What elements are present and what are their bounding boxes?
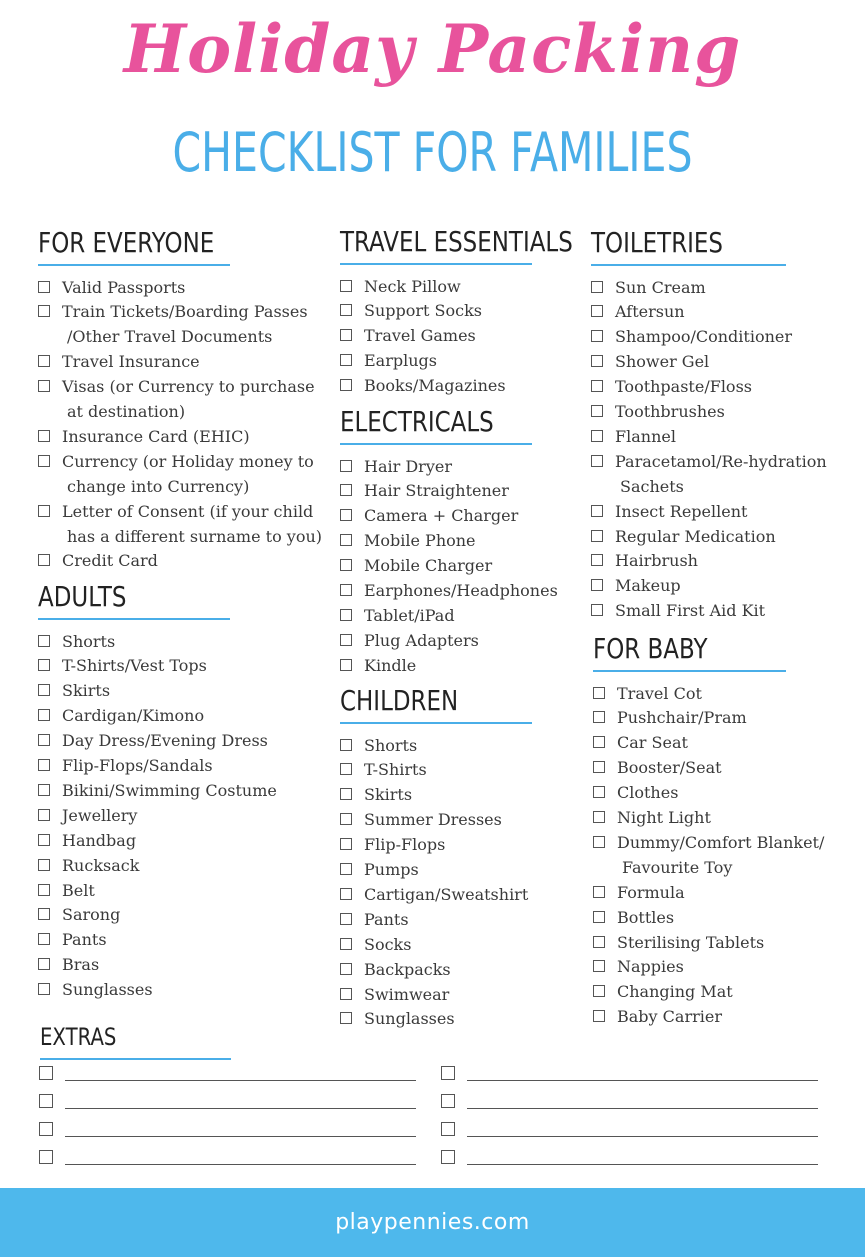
checkbox[interactable] <box>38 834 50 846</box>
item-label: Paracetamol/Re-hydration <box>615 451 827 471</box>
checklist-item <box>340 349 585 374</box>
checkbox[interactable] <box>38 784 50 796</box>
checklist-item <box>38 779 338 804</box>
checkbox[interactable] <box>340 460 352 472</box>
checklist-item <box>38 829 338 854</box>
item-label: Travel Cot <box>617 683 702 703</box>
checklist-item <box>591 599 851 624</box>
checkbox[interactable] <box>38 281 50 293</box>
item-label: Favourite Toy <box>622 857 733 877</box>
checklist-item <box>591 375 851 400</box>
checkbox[interactable] <box>340 788 352 800</box>
checklist-item <box>38 425 338 450</box>
checkbox[interactable] <box>340 838 352 850</box>
checklist-item <box>340 554 585 579</box>
item-label: change into Currency) <box>67 476 250 496</box>
checkbox[interactable] <box>591 530 603 542</box>
checkbox[interactable] <box>38 305 50 317</box>
blank-write-in-line[interactable] <box>65 1136 416 1137</box>
item-label: Aftersun <box>615 302 685 322</box>
checkbox[interactable] <box>340 763 352 775</box>
extras-row <box>39 1148 416 1172</box>
heading-rule <box>340 722 532 724</box>
item-label: Earplugs <box>364 351 437 371</box>
item-label: Toothpaste/Floss <box>615 377 752 397</box>
item-label: Support Socks <box>364 301 483 321</box>
checkbox[interactable] <box>340 634 352 646</box>
checkbox[interactable] <box>38 380 50 392</box>
checklist-item <box>38 903 338 928</box>
item-label: Hair Dryer <box>364 456 452 476</box>
checklist-item <box>340 883 585 908</box>
checklist-item <box>340 783 585 808</box>
item-label: Sunglasses <box>62 980 153 1000</box>
item-label: Handbag <box>62 830 137 850</box>
checkbox[interactable] <box>38 983 50 995</box>
item-label: Camera + Charger <box>364 506 519 526</box>
item-label: Sun Cream <box>615 277 706 297</box>
blank-write-in-line[interactable] <box>467 1164 818 1165</box>
item-label: Travel Insurance <box>62 352 200 372</box>
checkbox[interactable] <box>38 809 50 821</box>
checklist-item <box>340 299 585 324</box>
checkbox[interactable] <box>38 659 50 671</box>
checkbox[interactable] <box>591 505 603 517</box>
section-heading: FOR EVERYONE <box>38 226 215 259</box>
section-extras <box>40 1020 240 1070</box>
checkbox[interactable] <box>38 759 50 771</box>
checkbox[interactable] <box>38 505 50 517</box>
checklist-item <box>593 955 853 980</box>
checklist-item <box>591 450 851 500</box>
checkbox[interactable] <box>591 405 603 417</box>
checkbox[interactable] <box>340 584 352 596</box>
checkbox[interactable] <box>591 455 603 467</box>
checklist-item <box>340 275 585 300</box>
item-label: Car Seat <box>617 733 688 753</box>
heading-rule <box>340 263 532 265</box>
checklist <box>591 276 851 625</box>
item-label: Shorts <box>62 631 116 651</box>
item-label: Jewellery <box>62 805 138 825</box>
checkbox[interactable] <box>340 609 352 621</box>
item-label: Toothbrushes <box>615 402 725 422</box>
item-label: Bikini/Swimming Costume <box>62 780 277 800</box>
checklist-item <box>591 574 851 599</box>
item-label: Pushchair/Pram <box>617 708 747 728</box>
checkbox[interactable] <box>38 355 50 367</box>
checkbox[interactable] <box>593 886 605 898</box>
item-label: Baby Carrier <box>617 1007 722 1027</box>
section-heading: TOILETRIES <box>591 226 724 259</box>
item-label: Tablet/iPad <box>364 605 455 625</box>
checkbox[interactable] <box>441 1122 455 1136</box>
checklist-item <box>591 350 851 375</box>
item-label: Hair Straightener <box>364 481 509 501</box>
checklist <box>38 276 338 575</box>
checklist <box>38 630 338 1004</box>
checklist-item <box>340 983 585 1008</box>
checklist-item <box>593 931 853 956</box>
item-label: Skirts <box>364 785 413 805</box>
checklist-item <box>38 978 338 1003</box>
checkbox[interactable] <box>591 604 603 616</box>
item-label: Pants <box>364 909 409 929</box>
checkbox[interactable] <box>593 761 605 773</box>
checklist-item <box>591 300 851 325</box>
checkbox[interactable] <box>441 1066 455 1080</box>
item-label: Train Tickets/Boarding Passes <box>62 302 308 322</box>
checklist-item <box>591 500 851 525</box>
checklist-item <box>340 833 585 858</box>
item-label: Rucksack <box>62 855 140 875</box>
checkbox[interactable] <box>38 709 50 721</box>
section-heading: ADULTS <box>38 580 127 613</box>
checkbox[interactable] <box>38 455 50 467</box>
item-label: Hairbrush <box>615 551 698 571</box>
checklist <box>593 682 853 1031</box>
item-label: Formula <box>617 882 685 902</box>
extras-row <box>39 1120 416 1144</box>
section-heading: TRAVEL ESSENTIALS <box>340 225 573 258</box>
checklist-item <box>340 604 585 629</box>
item-label: Pants <box>62 930 107 950</box>
section-heading: FOR BABY <box>593 632 708 665</box>
checkbox[interactable] <box>593 811 605 823</box>
checkbox[interactable] <box>591 305 603 317</box>
checkbox[interactable] <box>340 739 352 751</box>
checklist-item <box>591 525 851 550</box>
checkbox[interactable] <box>340 559 352 571</box>
checklist-item <box>38 549 338 574</box>
checklist-item <box>593 881 853 906</box>
checkbox[interactable] <box>340 659 352 671</box>
item-label: Cardigan/Kimono <box>62 706 205 726</box>
checkbox[interactable] <box>340 813 352 825</box>
checklist-item <box>593 781 853 806</box>
item-label: Changing Mat <box>617 982 733 1002</box>
item-label: Summer Dresses <box>364 810 502 830</box>
blank-write-in-line[interactable] <box>467 1136 818 1137</box>
extras-row <box>39 1064 416 1088</box>
checklist-item <box>340 734 585 759</box>
item-label: Kindle <box>364 655 417 675</box>
extras-row <box>441 1120 818 1144</box>
footer-bar <box>0 1188 865 1257</box>
item-label: Visas (or Currency to purchase <box>62 377 315 397</box>
checkbox[interactable] <box>340 963 352 975</box>
item-label: Shower Gel <box>615 352 710 372</box>
blank-write-in-line[interactable] <box>65 1164 416 1165</box>
checklist-item <box>340 933 585 958</box>
checklist-item <box>593 706 853 731</box>
item-label: T-Shirts <box>364 760 427 780</box>
checkbox[interactable] <box>340 329 352 341</box>
item-label: Shorts <box>364 735 418 755</box>
item-label: Shampoo/Conditioner <box>615 327 793 347</box>
checkbox[interactable] <box>441 1150 455 1164</box>
checklist-item <box>38 500 338 550</box>
item-label: Regular Medication <box>615 526 776 546</box>
item-label: Neck Pillow <box>364 276 461 296</box>
heading-rule <box>591 264 786 266</box>
checkbox[interactable] <box>38 859 50 871</box>
item-label: has a different surname to you) <box>67 526 322 546</box>
item-label: Dummy/Comfort Blanket/ <box>617 832 825 852</box>
checklist-item <box>340 654 585 679</box>
checkbox[interactable] <box>39 1094 53 1108</box>
item-label: Sachets <box>620 476 684 496</box>
heading-rule <box>593 670 786 672</box>
checklist-item <box>38 679 338 704</box>
checklist-item <box>591 549 851 574</box>
checkbox[interactable] <box>38 554 50 566</box>
checkbox[interactable] <box>591 579 603 591</box>
section-for-everyone <box>38 226 338 574</box>
checkbox[interactable] <box>340 354 352 366</box>
footer-site-name[interactable]: playpennies.com <box>335 1210 530 1235</box>
checklist-item <box>38 276 338 301</box>
extras-row <box>441 1148 818 1172</box>
item-label: Nappies <box>617 957 684 977</box>
item-label: Day Dress/Evening Dress <box>62 731 268 751</box>
checkbox[interactable] <box>38 958 50 970</box>
item-label: /Other Travel Documents <box>67 327 273 347</box>
section-adults <box>38 580 338 1003</box>
checkbox[interactable] <box>340 863 352 875</box>
item-label: Clothes <box>617 783 679 803</box>
checklist-item <box>38 300 338 350</box>
checklist-item <box>593 682 853 707</box>
checklist <box>340 734 585 1033</box>
item-label: Mobile Charger <box>364 556 493 576</box>
section-for-baby <box>593 632 853 1030</box>
checklist-item <box>340 1007 585 1032</box>
checklist-item <box>38 953 338 978</box>
checklist-item <box>593 980 853 1005</box>
checkbox[interactable] <box>591 380 603 392</box>
item-label: Books/Magazines <box>364 376 506 396</box>
checkbox[interactable] <box>340 379 352 391</box>
checkbox[interactable] <box>340 938 352 950</box>
item-label: Flip-Flops/Sandals <box>62 756 213 776</box>
checklist-item <box>38 729 338 754</box>
checklist-item <box>38 854 338 879</box>
checklist-item <box>340 858 585 883</box>
item-label: Insurance Card (EHIC) <box>62 426 250 446</box>
checklist-item <box>38 350 338 375</box>
item-label: Cartigan/Sweatshirt <box>364 884 529 904</box>
heading-rule <box>340 443 532 445</box>
item-label: Sarong <box>62 905 121 925</box>
checklist <box>340 275 585 400</box>
checklist-item <box>591 425 851 450</box>
checklist-item <box>593 806 853 831</box>
checklist-item <box>38 879 338 904</box>
checklist-item <box>38 754 338 779</box>
checkbox[interactable] <box>593 1010 605 1022</box>
checklist-item <box>38 928 338 953</box>
checkbox[interactable] <box>340 988 352 1000</box>
item-label: Letter of Consent (if your child <box>62 501 314 521</box>
blank-write-in-line[interactable] <box>467 1080 818 1081</box>
extras-row <box>441 1092 818 1116</box>
item-label: Credit Card <box>62 551 158 571</box>
item-label: Earphones/Headphones <box>364 581 558 601</box>
checkbox[interactable] <box>340 509 352 521</box>
checkbox[interactable] <box>340 888 352 900</box>
item-label: Swimwear <box>364 984 450 1004</box>
item-label: Booster/Seat <box>617 758 722 778</box>
section-heading: CHILDREN <box>340 684 459 717</box>
checkbox[interactable] <box>340 280 352 292</box>
checklist-item <box>38 450 338 500</box>
item-label: Bras <box>62 955 100 975</box>
item-label: Travel Games <box>364 326 476 346</box>
section-heading: ELECTRICALS <box>340 405 494 438</box>
item-label: Currency (or Holiday money to <box>62 451 314 471</box>
checklist-item <box>340 529 585 554</box>
checklist-item <box>38 804 338 829</box>
checkbox[interactable] <box>38 635 50 647</box>
checkbox[interactable] <box>340 304 352 316</box>
checklist-item <box>340 808 585 833</box>
item-label: Belt <box>62 880 95 900</box>
item-label: Plug Adapters <box>364 630 479 650</box>
checkbox[interactable] <box>593 836 605 848</box>
checklist-item <box>593 731 853 756</box>
item-label: at destination) <box>67 402 186 422</box>
checkbox[interactable] <box>591 281 603 293</box>
checkbox[interactable] <box>593 960 605 972</box>
checklist <box>340 455 585 679</box>
heading-rule <box>38 618 230 620</box>
checklist-item <box>593 1005 853 1030</box>
checkbox[interactable] <box>593 687 605 699</box>
item-label: Makeup <box>615 576 681 596</box>
checkbox[interactable] <box>38 933 50 945</box>
checkbox[interactable] <box>39 1066 53 1080</box>
checklist-item <box>38 654 338 679</box>
item-label: Flannel <box>615 426 676 446</box>
checklist-item <box>340 958 585 983</box>
item-label: Backpacks <box>364 959 451 979</box>
heading-rule <box>38 264 230 266</box>
checkbox[interactable] <box>441 1094 455 1108</box>
blank-write-in-line[interactable] <box>467 1108 818 1109</box>
checkbox[interactable] <box>593 736 605 748</box>
checkbox[interactable] <box>39 1150 53 1164</box>
checklist-item <box>38 630 338 655</box>
page-subtitle: CHECKLIST FOR FAMILIES <box>172 121 693 184</box>
extras-row <box>39 1092 416 1116</box>
checkbox[interactable] <box>591 554 603 566</box>
checkbox[interactable] <box>593 786 605 798</box>
checkbox[interactable] <box>340 484 352 496</box>
checkbox[interactable] <box>39 1122 53 1136</box>
checklist-item <box>38 375 338 425</box>
item-label: Small First Aid Kit <box>615 601 766 621</box>
section-children <box>340 684 585 1032</box>
checkbox[interactable] <box>340 913 352 925</box>
checklist-item <box>340 908 585 933</box>
checklist-item <box>340 374 585 399</box>
checkbox[interactable] <box>38 884 50 896</box>
item-label: Mobile Phone <box>364 531 476 551</box>
checklist-item <box>591 325 851 350</box>
item-label: Valid Passports <box>62 277 186 297</box>
item-label: Bottles <box>617 907 675 927</box>
section-travel-essentials <box>340 225 585 399</box>
checkbox[interactable] <box>591 355 603 367</box>
checkbox[interactable] <box>340 534 352 546</box>
item-label: Night Light <box>617 808 711 828</box>
section-electricals <box>340 405 585 679</box>
item-label: Pumps <box>364 860 419 880</box>
checkbox[interactable] <box>340 1012 352 1024</box>
checklist-item <box>340 579 585 604</box>
extras-row <box>441 1064 818 1088</box>
section-toiletries <box>591 226 851 624</box>
checklist-item <box>38 704 338 729</box>
checkbox[interactable] <box>593 985 605 997</box>
checklist-item <box>340 629 585 654</box>
checkbox[interactable] <box>38 908 50 920</box>
item-label: Sunglasses <box>364 1009 455 1029</box>
checklist-item <box>340 504 585 529</box>
item-label: T-Shirts/Vest Tops <box>62 656 207 676</box>
checkbox[interactable] <box>591 330 603 342</box>
checklist-item <box>593 831 853 881</box>
checkbox[interactable] <box>591 430 603 442</box>
page-title: Holiday Packing <box>123 10 742 88</box>
item-label: Socks <box>364 934 412 954</box>
checkbox[interactable] <box>593 936 605 948</box>
heading-rule <box>40 1058 231 1060</box>
blank-write-in-line[interactable] <box>65 1108 416 1109</box>
checklist-item <box>340 324 585 349</box>
checklist-item <box>591 400 851 425</box>
checkbox[interactable] <box>38 430 50 442</box>
checkbox[interactable] <box>38 684 50 696</box>
item-label: Skirts <box>62 681 111 701</box>
section-heading: EXTRAS <box>40 1023 117 1051</box>
checkbox[interactable] <box>593 911 605 923</box>
item-label: Sterilising Tablets <box>617 932 765 952</box>
checklist-item <box>340 758 585 783</box>
item-label: Insect Repellent <box>615 501 748 521</box>
checkbox[interactable] <box>593 711 605 723</box>
checklist-item <box>593 756 853 781</box>
blank-write-in-line[interactable] <box>65 1080 416 1081</box>
checklist-item <box>591 276 851 301</box>
checklist-item <box>340 455 585 480</box>
checklist-item <box>340 479 585 504</box>
item-label: Flip-Flops <box>364 835 446 855</box>
checklist-item <box>593 906 853 931</box>
checkbox[interactable] <box>38 734 50 746</box>
